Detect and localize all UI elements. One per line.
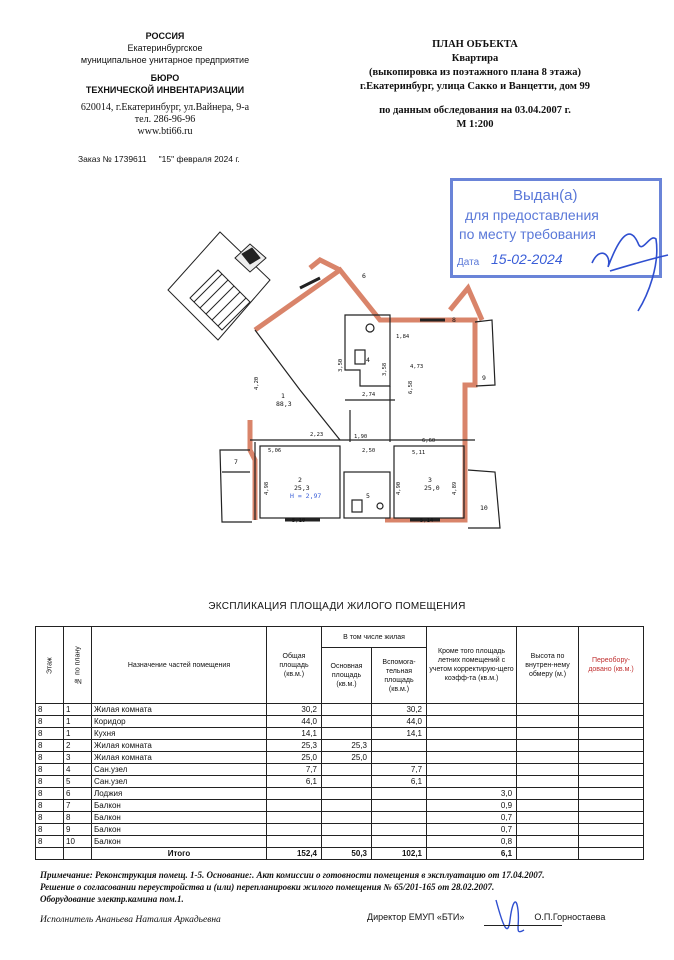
plan-scale: М 1:200 [456, 119, 494, 130]
room-area-1: 88,3 [276, 400, 292, 408]
explication-cell: 6,1 [372, 776, 427, 788]
explication-cell [322, 716, 372, 728]
explication-cell: Жилая комната [92, 752, 267, 764]
explication-row [36, 704, 644, 716]
dim-label: 4,89 [452, 481, 458, 495]
object-address: г.Екатеринбург, улица Сакко и Ванцетти, дом 99 [359, 81, 591, 92]
explication-cell [427, 764, 517, 776]
bureau-address: 620014, г.Екатеринбург, ул.Вайнера, 9-а [80, 102, 250, 113]
explication-row [36, 812, 644, 824]
explication-cell [579, 776, 644, 788]
explication-cell: 8 [36, 704, 64, 716]
explication-cell [517, 812, 579, 824]
dim-label: 2,50 [362, 448, 376, 454]
explication-cell: 30,2 [267, 704, 322, 716]
dim-label: 4,73 [410, 364, 424, 370]
bureau-phone: тел. 286-96-96 [134, 114, 196, 125]
explication-cell [579, 824, 644, 836]
explication-cell [322, 728, 372, 740]
explication-cell: 10 [64, 836, 92, 848]
explication-cell [372, 812, 427, 824]
explication-cell: Балкон [92, 812, 267, 824]
executor-signature: Исполнитель Ананьева Наталия Аркадьевна [40, 915, 221, 925]
director-title: Директор ЕМУП «БТИ» [367, 912, 465, 922]
explication-cell [322, 800, 372, 812]
object-type: Квартира [451, 53, 499, 64]
explication-cell [579, 788, 644, 800]
explication-cell [517, 788, 579, 800]
explication-cell [267, 788, 322, 800]
room-label-2: 2 [298, 476, 302, 484]
explication-cell: 30,2 [372, 704, 427, 716]
explication-cell: 8 [36, 740, 64, 752]
explication-cell: 25,0 [322, 752, 372, 764]
explication-cell [322, 836, 372, 848]
explication-cell: 14,1 [267, 728, 322, 740]
explication-cell [427, 752, 517, 764]
dim-label: 6,58 [408, 380, 414, 394]
explication-cell: 1 [64, 728, 92, 740]
explication-cell: 7,7 [372, 764, 427, 776]
explication-row [36, 776, 644, 788]
order-date: "15" февраля 2024 г. [158, 154, 240, 164]
document-title: ПЛАН ОБЪЕКТА [432, 39, 518, 50]
col-floor: Этаж [36, 627, 64, 704]
dim-label: 5,14 [420, 518, 434, 524]
explication-cell: Балкон [92, 836, 267, 848]
explication-cell [267, 824, 322, 836]
col-total: Общая площадь (кв.м.) [267, 627, 322, 704]
explication-cell [372, 752, 427, 764]
explication-cell: Сан.узел [92, 764, 267, 776]
explication-cell [579, 740, 644, 752]
explication-cell: 8 [36, 716, 64, 728]
room-label-4: 4 [366, 356, 370, 364]
dim-label: 3,58 [382, 362, 388, 376]
explication-cell: Балкон [92, 800, 267, 812]
dim-label: 1,90 [354, 434, 368, 440]
room-label-3: 3 [428, 476, 432, 484]
explication-table [35, 626, 644, 860]
explication-cell: Кухня [92, 728, 267, 740]
room-height: H = 2,97 [290, 492, 322, 500]
room-label-5: 5 [366, 492, 370, 500]
col-reequipped: Переобору-довано (кв.м.) [579, 627, 644, 704]
total-summer: 6,1 [427, 848, 517, 860]
explication-cell [427, 728, 517, 740]
explication-cell: Лоджия [92, 788, 267, 800]
total-aux: 102,1 [372, 848, 427, 860]
enterprise-type: муниципальное унитарное предприятие [80, 55, 250, 65]
explication-cell [579, 752, 644, 764]
explication-cell: 0,7 [427, 824, 517, 836]
stamp-date-value: 15-02-2024 [491, 251, 563, 267]
bureau-line-1: БЮРО [150, 73, 180, 83]
explication-cell [322, 812, 372, 824]
explication-cell: 8 [36, 752, 64, 764]
room-label-8: 8 [452, 316, 456, 324]
country: РОССИЯ [145, 31, 185, 41]
explication-cell [322, 788, 372, 800]
order-line [78, 154, 240, 164]
stamp-signature [590, 215, 670, 315]
dim-label: 2,74 [362, 392, 376, 398]
explication-cell [579, 716, 644, 728]
explication-cell: 8 [36, 836, 64, 848]
explication-row [36, 752, 644, 764]
dim-label: 4,98 [264, 481, 270, 495]
room-label-6: 6 [362, 272, 366, 280]
dim-label: 2,23 [310, 432, 324, 438]
explication-row [36, 716, 644, 728]
dim-label: 5,10 [292, 518, 306, 524]
explication-cell [517, 776, 579, 788]
explication-cell [579, 728, 644, 740]
col-summer: Кроме того площадь летних помещений с учетом корректирую-щего коэфф-та (кв.м.) [427, 627, 517, 704]
explication-cell [267, 812, 322, 824]
col-purpose: Назначение частей помещения [92, 627, 267, 704]
explication-cell [372, 824, 427, 836]
explication-cell: 0,7 [427, 812, 517, 824]
room-area-2: 25,3 [294, 484, 310, 492]
explication-cell [267, 800, 322, 812]
explication-cell: 5 [64, 776, 92, 788]
explication-cell [517, 752, 579, 764]
explication-cell [267, 836, 322, 848]
room-label-1: 1 [281, 392, 285, 400]
order-number: Заказ № 1739611 [78, 154, 147, 164]
explication-cell [427, 776, 517, 788]
survey-date: по данным обследования на 03.04.2007 г. [379, 105, 571, 116]
explication-cell [427, 740, 517, 752]
explication-cell [322, 824, 372, 836]
explication-cell: 8 [36, 824, 64, 836]
explication-cell: 0,9 [427, 800, 517, 812]
explication-cell: 25,3 [322, 740, 372, 752]
explication-cell [517, 704, 579, 716]
notes [40, 869, 660, 905]
explication-cell [579, 704, 644, 716]
explication-cell: 8 [36, 800, 64, 812]
dim-label: 5,11 [412, 450, 426, 456]
explication-cell [517, 824, 579, 836]
explication-cell: 8 [36, 812, 64, 824]
explication-row [36, 800, 644, 812]
explication-cell: 7,7 [267, 764, 322, 776]
explication-cell [579, 836, 644, 848]
room-label-10: 10 [480, 504, 488, 512]
explication-cell: 6,1 [267, 776, 322, 788]
explication-cell: 3 [64, 752, 92, 764]
explication-cell [372, 740, 427, 752]
explication-cell [517, 740, 579, 752]
explication-cell: 8 [36, 776, 64, 788]
explication-cell [322, 764, 372, 776]
explication-row [36, 740, 644, 752]
explication-cell [322, 776, 372, 788]
explication-row [36, 788, 644, 800]
explication-cell [427, 716, 517, 728]
document-title-block [300, 38, 650, 132]
explication-cell: 2 [64, 740, 92, 752]
plan-source: (выкопировка из поэтажного плана 8 этажа) [368, 67, 581, 78]
explication-cell [517, 800, 579, 812]
explication-cell [427, 704, 517, 716]
explication-cell: 1 [64, 716, 92, 728]
explication-cell: 9 [64, 824, 92, 836]
explication-row [36, 836, 644, 848]
explication-cell [372, 800, 427, 812]
explication-cell [517, 716, 579, 728]
explication-row [36, 824, 644, 836]
col-plan-no: № по плану [64, 627, 92, 704]
room-area-3: 25,0 [424, 484, 440, 492]
director-name: О.П.Горностаева [534, 912, 606, 922]
dim-label: 4,90 [396, 481, 402, 495]
explication-cell: 8 [64, 812, 92, 824]
explication-cell: 4 [64, 764, 92, 776]
dim-label: 4,20 [254, 376, 260, 390]
explication-cell: Жилая комната [92, 740, 267, 752]
explication-cell: 0,8 [427, 836, 517, 848]
director-signature [367, 912, 605, 922]
col-aux: Вспомога-тельная площадь (кв.м.) [372, 648, 427, 704]
total-area: 152,4 [267, 848, 322, 860]
floor-plan [150, 210, 510, 550]
explication-cell: 8 [36, 788, 64, 800]
signature-line [484, 925, 562, 926]
bureau-website: www.bti66.ru [137, 126, 193, 137]
explication-cell: Балкон [92, 824, 267, 836]
total-main: 50,3 [322, 848, 372, 860]
explication-cell: Коридор [92, 716, 267, 728]
explication-cell: 25,3 [267, 740, 322, 752]
explication-cell [517, 836, 579, 848]
note-line-1: Примечание: Реконструкция помещ. 1-5. Основание:. Акт комиссии о готовности помещения в эксплуатацию от 17.04.2007. [40, 870, 545, 880]
explication-title: ЭКСПЛИКАЦИЯ ПЛОЩАДИ ЖИЛОГО ПОМЕЩЕНИЯ [208, 601, 466, 612]
explication-cell [322, 704, 372, 716]
director-signature-mark [490, 890, 530, 940]
bureau-line-2: ТЕХНИЧЕСКОЙ ИНВЕНТАРИЗАЦИИ [85, 85, 245, 95]
total-label: Итого [92, 848, 267, 860]
explication-cell: 1 [64, 704, 92, 716]
room-label-9: 9 [482, 374, 486, 382]
stamp-line-1: Выдан(а) [513, 187, 578, 204]
note-line-2: Решение о согласовании переустройства и (или) перепланировки жилого помещения № 65/201-165 от 28.02.2007. [40, 882, 495, 892]
explication-cell [579, 764, 644, 776]
explication-cell [372, 788, 427, 800]
explication-cell: 7 [64, 800, 92, 812]
explication-cell: 25,0 [267, 752, 322, 764]
explication-cell: Жилая комната [92, 704, 267, 716]
explication-cell: 44,0 [372, 716, 427, 728]
explication-cell: Сан.узел [92, 776, 267, 788]
stamp-date-label: Дата [457, 257, 480, 268]
explication-cell: 44,0 [267, 716, 322, 728]
explication-cell: 8 [36, 764, 64, 776]
col-height: Высота по внутрен-нему обмеру (м.) [517, 627, 579, 704]
dim-label: 6,60 [422, 438, 436, 444]
explication-row [36, 728, 644, 740]
explication-cell: 6 [64, 788, 92, 800]
col-incl-living: В том числе жилая [322, 627, 427, 648]
dim-label: 3,50 [338, 358, 344, 372]
explication-cell [372, 836, 427, 848]
explication-cell [579, 800, 644, 812]
dim-label: 5,06 [268, 448, 282, 454]
dim-label: 1,84 [396, 334, 410, 340]
explication-cell: 8 [36, 728, 64, 740]
stamp-line-2: для предоставления [465, 207, 599, 223]
total-row [36, 848, 644, 860]
city-enterprise: Екатеринбургское [127, 43, 203, 53]
explication-cell [517, 728, 579, 740]
explication-cell: 3,0 [427, 788, 517, 800]
col-main: Основная площадь (кв.м.) [322, 648, 372, 704]
explication-cell [517, 764, 579, 776]
explication-row [36, 764, 644, 776]
note-line-3: Оборудование электр.камина пом.1. [40, 894, 184, 904]
stamp-line-3: по месту требования [459, 226, 596, 242]
organization-header [60, 30, 270, 138]
explication-cell [579, 812, 644, 824]
room-label-7: 7 [234, 458, 238, 466]
explication-cell: 14,1 [372, 728, 427, 740]
